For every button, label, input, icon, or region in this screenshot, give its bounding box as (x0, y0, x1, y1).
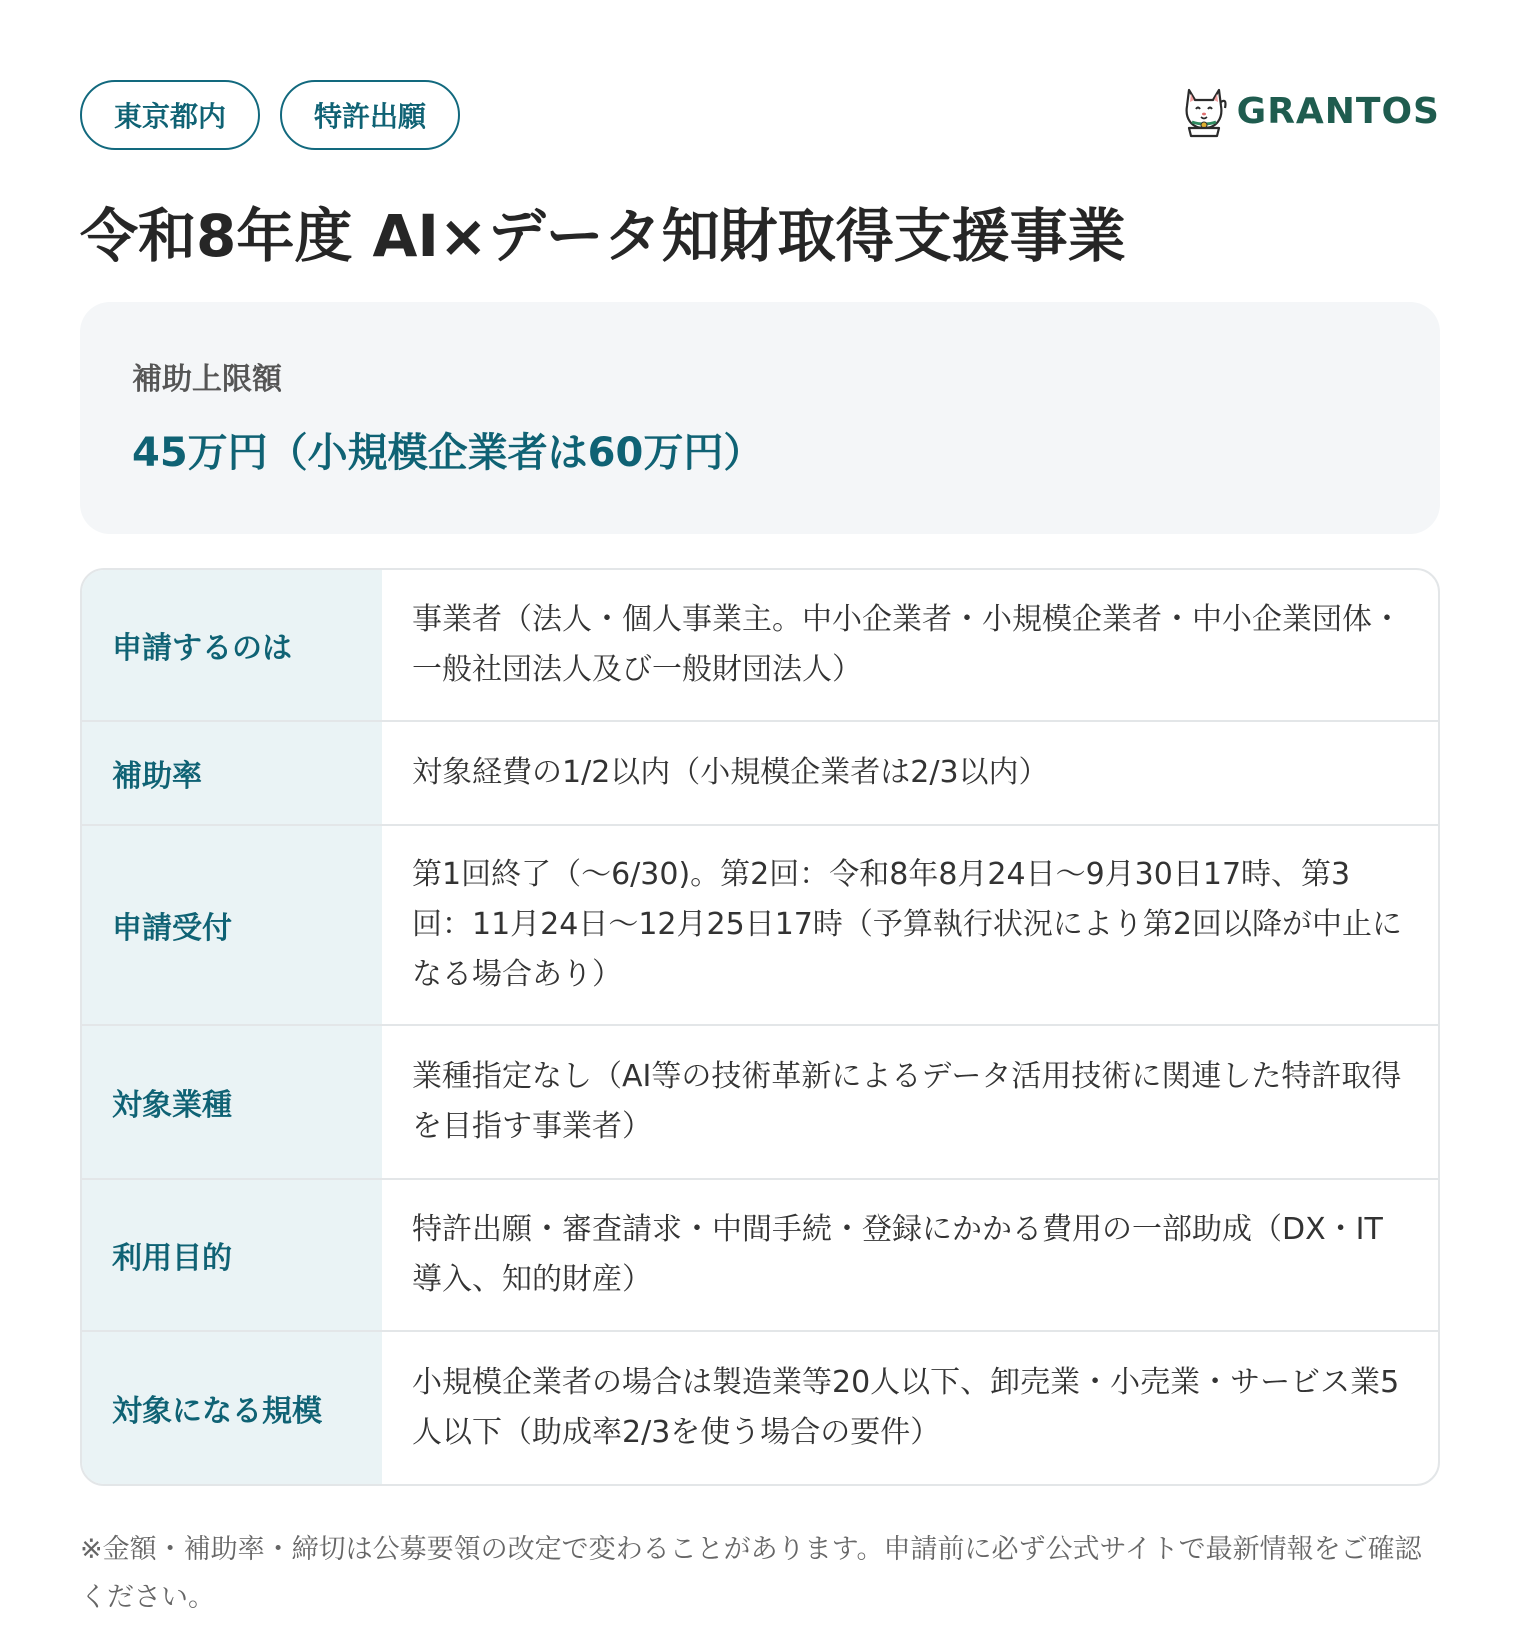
row-value-applicant: 事業者（法人・個人事業主。中小企業者・小規模企業者・中小企業団体・一般社団法人及び一般財団法人） (412, 602, 1402, 687)
header (80, 80, 1440, 150)
tag-category[interactable]: 特許出願 (280, 80, 460, 150)
logo[interactable] (1181, 84, 1440, 138)
tag-region[interactable]: 東京都内 (80, 80, 260, 150)
row-label-applicant: 申請するのは (82, 570, 382, 720)
row-value-purpose: 特許出願・審査請求・中間手続・登録にかかる費用の一部助成（DX・IT導入、知的財産） (412, 1212, 1383, 1297)
table-row (82, 570, 1438, 720)
disclaimer-note: ※金額・補助率・締切は公募要領の改定で変わることがあります。申請前に必ず公式サイトで最新情報をご確認ください。 (80, 1534, 1422, 1613)
table-row (82, 1178, 1438, 1330)
subsidy-limit-label: 補助上限額 (132, 362, 282, 397)
logo-text: GRANTOS (1236, 90, 1440, 132)
row-label-scale: 対象になる規模 (82, 1332, 382, 1484)
info-table (80, 568, 1440, 1486)
page-title: 令和8年度 AI×データ知財取得支援事業 (80, 202, 1126, 270)
row-value-scale: 小規模企業者の場合は製造業等20人以下、卸売業・小売業・サービス業5人以下（助成率2/3を使う場合の要件） (412, 1365, 1400, 1450)
row-label-rate: 補助率 (82, 722, 382, 824)
row-label-purpose: 利用目的 (82, 1180, 382, 1330)
row-value-period: 第1回終了（〜6/30)。第2回：令和8年8月24日〜9月30日17時、第3回：11月24日〜12月25日17時（予算執行状況により第2回以降が中止になる場合あり） (412, 857, 1402, 992)
subsidy-limit-value: 45万円（小規模企業者は60万円） (132, 430, 764, 476)
row-value-industry: 業種指定なし（AI等の技術革新によるデータ活用技術に関連した特許取得を目指す事業者） (412, 1059, 1402, 1144)
table-row (82, 1330, 1438, 1484)
lucky-cat-icon (1181, 84, 1227, 138)
row-label-industry: 対象業種 (82, 1026, 382, 1178)
table-row (82, 1024, 1438, 1178)
table-row (82, 720, 1438, 824)
table-row (82, 824, 1438, 1024)
row-value-rate: 対象経費の1/2以内（小規模企業者は2/3以内） (412, 755, 1049, 790)
row-label-period: 申請受付 (82, 826, 382, 1024)
subsidy-limit-card (80, 302, 1440, 534)
